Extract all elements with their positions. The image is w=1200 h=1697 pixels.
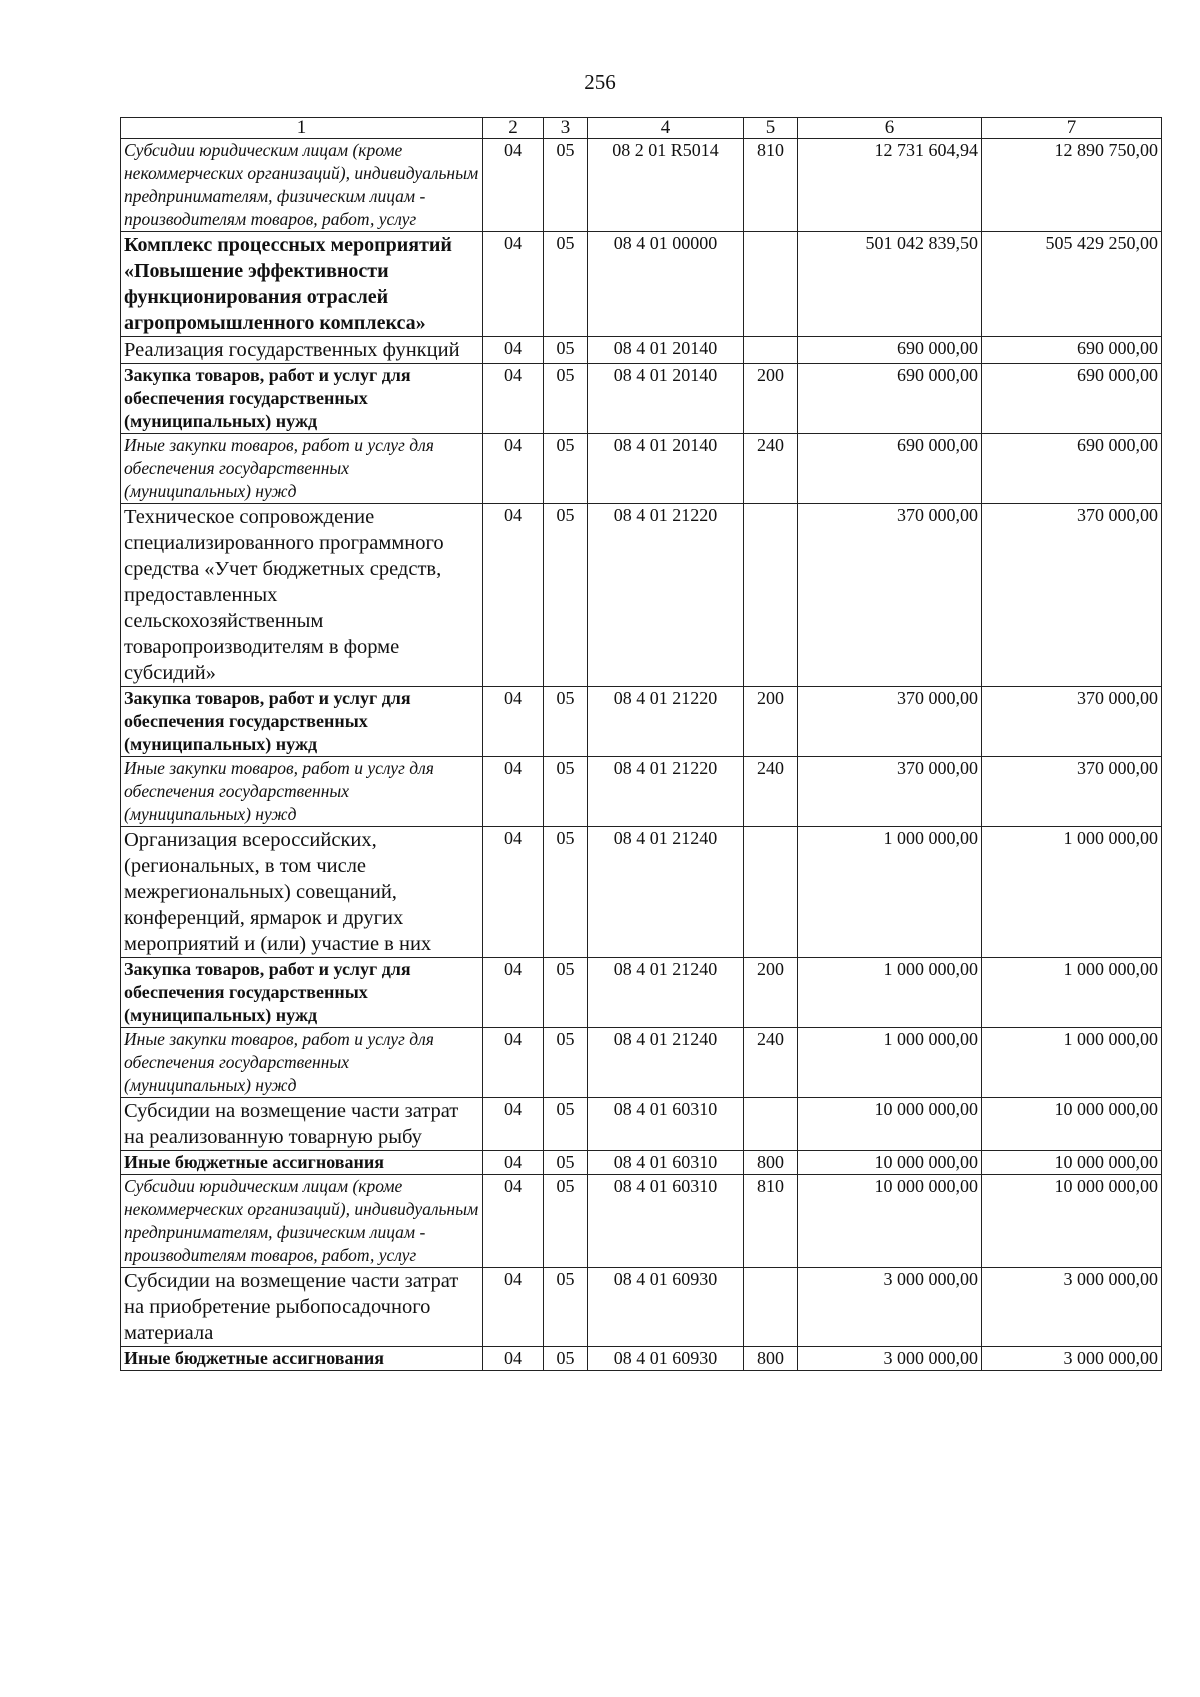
cell-name: Иные закупки товаров, работ и услуг для обеспечения государственных (муниципальных) нужд [121, 1028, 483, 1098]
cell-amount-year-2: 690 000,00 [982, 364, 1162, 434]
table-row [121, 827, 1162, 958]
cell-subsection: 05 [544, 434, 588, 504]
table-row [121, 504, 1162, 687]
header-col-3: 3 [544, 118, 588, 139]
cell-target-article: 08 4 01 60310 [588, 1098, 744, 1151]
budget-table [120, 117, 1162, 1371]
cell-name: Иные закупки товаров, работ и услуг для обеспечения государственных (муниципальных) нужд [121, 434, 483, 504]
cell-target-article: 08 4 01 21240 [588, 827, 744, 958]
cell-expense-type [744, 827, 798, 958]
cell-amount-year-1: 3 000 000,00 [798, 1268, 982, 1347]
cell-expense-type: 240 [744, 1028, 798, 1098]
cell-subsection: 05 [544, 1098, 588, 1151]
table-header-row [121, 118, 1162, 139]
cell-name: Реализация государственных функций [121, 337, 483, 364]
cell-target-article: 08 4 01 21220 [588, 757, 744, 827]
table-row [121, 1028, 1162, 1098]
table-row [121, 1098, 1162, 1151]
header-col-4: 4 [588, 118, 744, 139]
header-col-7: 7 [982, 118, 1162, 139]
cell-expense-type: 200 [744, 687, 798, 757]
cell-section: 04 [483, 434, 544, 504]
cell-section: 04 [483, 1268, 544, 1347]
cell-section: 04 [483, 337, 544, 364]
cell-subsection: 05 [544, 504, 588, 687]
cell-section: 04 [483, 827, 544, 958]
cell-target-article: 08 4 01 60930 [588, 1268, 744, 1347]
cell-expense-type: 240 [744, 757, 798, 827]
cell-subsection: 05 [544, 139, 588, 232]
cell-target-article: 08 2 01 R5014 [588, 139, 744, 232]
cell-expense-type: 200 [744, 364, 798, 434]
cell-subsection: 05 [544, 364, 588, 434]
cell-target-article: 08 4 01 60310 [588, 1151, 744, 1175]
cell-name: Комплекс процессных мероприятий «Повышение эффективности функционирования отраслей агропромышленного комплекса» [121, 232, 483, 337]
table-row [121, 1347, 1162, 1371]
cell-section: 04 [483, 139, 544, 232]
cell-name: Техническое сопровождение специализированного программного средства «Учет бюджетных средств, предоставленных сельскохозяйственным товаропроизводителям в форме субсидий» [121, 504, 483, 687]
cell-amount-year-2: 690 000,00 [982, 337, 1162, 364]
table-row [121, 1175, 1162, 1268]
cell-name: Иные закупки товаров, работ и услуг для обеспечения государственных (муниципальных) нужд [121, 757, 483, 827]
table-row [121, 757, 1162, 827]
cell-amount-year-2: 12 890 750,00 [982, 139, 1162, 232]
table-row [121, 232, 1162, 337]
cell-expense-type [744, 232, 798, 337]
cell-expense-type [744, 504, 798, 687]
cell-name: Иные бюджетные ассигнования [121, 1347, 483, 1371]
cell-section: 04 [483, 1347, 544, 1371]
table-row [121, 364, 1162, 434]
cell-amount-year-2: 1 000 000,00 [982, 1028, 1162, 1098]
header-col-5: 5 [744, 118, 798, 139]
cell-expense-type [744, 337, 798, 364]
cell-amount-year-2: 10 000 000,00 [982, 1151, 1162, 1175]
cell-section: 04 [483, 364, 544, 434]
cell-target-article: 08 4 01 20140 [588, 434, 744, 504]
cell-amount-year-2: 1 000 000,00 [982, 827, 1162, 958]
cell-subsection: 05 [544, 1347, 588, 1371]
cell-section: 04 [483, 232, 544, 337]
cell-amount-year-2: 370 000,00 [982, 757, 1162, 827]
cell-section: 04 [483, 687, 544, 757]
header-col-1: 1 [121, 118, 483, 139]
cell-amount-year-1: 3 000 000,00 [798, 1347, 982, 1371]
cell-section: 04 [483, 1098, 544, 1151]
cell-amount-year-2: 505 429 250,00 [982, 232, 1162, 337]
cell-amount-year-1: 10 000 000,00 [798, 1098, 982, 1151]
cell-target-article: 08 4 01 21240 [588, 1028, 744, 1098]
cell-subsection: 05 [544, 1028, 588, 1098]
cell-section: 04 [483, 757, 544, 827]
table-row [121, 687, 1162, 757]
cell-amount-year-1: 10 000 000,00 [798, 1175, 982, 1268]
cell-amount-year-2: 10 000 000,00 [982, 1098, 1162, 1151]
cell-subsection: 05 [544, 827, 588, 958]
cell-amount-year-2: 370 000,00 [982, 504, 1162, 687]
cell-expense-type: 810 [744, 1175, 798, 1268]
cell-name: Субсидии юридическим лицам (кроме некоммерческих организаций), индивидуальным предпринимателям, физическим лицам - производителям товаров, работ, услуг [121, 139, 483, 232]
cell-amount-year-1: 1 000 000,00 [798, 1028, 982, 1098]
cell-amount-year-1: 370 000,00 [798, 757, 982, 827]
cell-name: Субсидии юридическим лицам (кроме некоммерческих организаций), индивидуальным предпринимателям, физическим лицам - производителям товаров, работ, услуг [121, 1175, 483, 1268]
table-row [121, 337, 1162, 364]
table-row [121, 434, 1162, 504]
cell-subsection: 05 [544, 958, 588, 1028]
cell-target-article: 08 4 01 20140 [588, 364, 744, 434]
table-row [121, 1151, 1162, 1175]
cell-target-article: 08 4 01 20140 [588, 337, 744, 364]
cell-target-article: 08 4 01 60310 [588, 1175, 744, 1268]
cell-subsection: 05 [544, 337, 588, 364]
cell-amount-year-1: 501 042 839,50 [798, 232, 982, 337]
page-number: 256 [584, 70, 616, 94]
cell-name: Организация всероссийских, (региональных, в том числе межрегиональных) совещаний, конференций, ярмарок и других мероприятий и (или) участие в них [121, 827, 483, 958]
cell-target-article: 08 4 01 21220 [588, 687, 744, 757]
cell-subsection: 05 [544, 1151, 588, 1175]
table-row [121, 958, 1162, 1028]
cell-subsection: 05 [544, 757, 588, 827]
cell-name: Иные бюджетные ассигнования [121, 1151, 483, 1175]
cell-amount-year-1: 690 000,00 [798, 434, 982, 504]
cell-name: Субсидии на возмещение части затрат на приобретение рыбопосадочного материала [121, 1268, 483, 1347]
cell-amount-year-2: 1 000 000,00 [982, 958, 1162, 1028]
header-col-6: 6 [798, 118, 982, 139]
cell-name: Закупка товаров, работ и услуг для обеспечения государственных (муниципальных) нужд [121, 687, 483, 757]
cell-amount-year-1: 690 000,00 [798, 364, 982, 434]
cell-target-article: 08 4 01 00000 [588, 232, 744, 337]
cell-subsection: 05 [544, 1268, 588, 1347]
cell-expense-type [744, 1268, 798, 1347]
cell-expense-type: 810 [744, 139, 798, 232]
cell-amount-year-2: 370 000,00 [982, 687, 1162, 757]
cell-amount-year-2: 3 000 000,00 [982, 1268, 1162, 1347]
cell-section: 04 [483, 1028, 544, 1098]
cell-name: Закупка товаров, работ и услуг для обеспечения государственных (муниципальных) нужд [121, 364, 483, 434]
cell-name: Закупка товаров, работ и услуг для обеспечения государственных (муниципальных) нужд [121, 958, 483, 1028]
cell-section: 04 [483, 1151, 544, 1175]
cell-amount-year-1: 370 000,00 [798, 687, 982, 757]
cell-section: 04 [483, 958, 544, 1028]
cell-expense-type: 800 [744, 1151, 798, 1175]
cell-amount-year-2: 10 000 000,00 [982, 1175, 1162, 1268]
cell-target-article: 08 4 01 21220 [588, 504, 744, 687]
cell-target-article: 08 4 01 21240 [588, 958, 744, 1028]
cell-subsection: 05 [544, 232, 588, 337]
cell-amount-year-1: 10 000 000,00 [798, 1151, 982, 1175]
cell-expense-type: 240 [744, 434, 798, 504]
cell-amount-year-2: 3 000 000,00 [982, 1347, 1162, 1371]
header-col-2: 2 [483, 118, 544, 139]
table-body [121, 139, 1162, 1371]
cell-expense-type: 800 [744, 1347, 798, 1371]
table-row [121, 1268, 1162, 1347]
cell-section: 04 [483, 1175, 544, 1268]
cell-expense-type: 200 [744, 958, 798, 1028]
cell-amount-year-1: 1 000 000,00 [798, 827, 982, 958]
cell-amount-year-2: 690 000,00 [982, 434, 1162, 504]
cell-target-article: 08 4 01 60930 [588, 1347, 744, 1371]
cell-amount-year-1: 690 000,00 [798, 337, 982, 364]
cell-subsection: 05 [544, 687, 588, 757]
table-row [121, 139, 1162, 232]
cell-name: Субсидии на возмещение части затрат на реализованную товарную рыбу [121, 1098, 483, 1151]
cell-amount-year-1: 12 731 604,94 [798, 139, 982, 232]
cell-amount-year-1: 1 000 000,00 [798, 958, 982, 1028]
cell-expense-type [744, 1098, 798, 1151]
cell-amount-year-1: 370 000,00 [798, 504, 982, 687]
cell-section: 04 [483, 504, 544, 687]
cell-subsection: 05 [544, 1175, 588, 1268]
